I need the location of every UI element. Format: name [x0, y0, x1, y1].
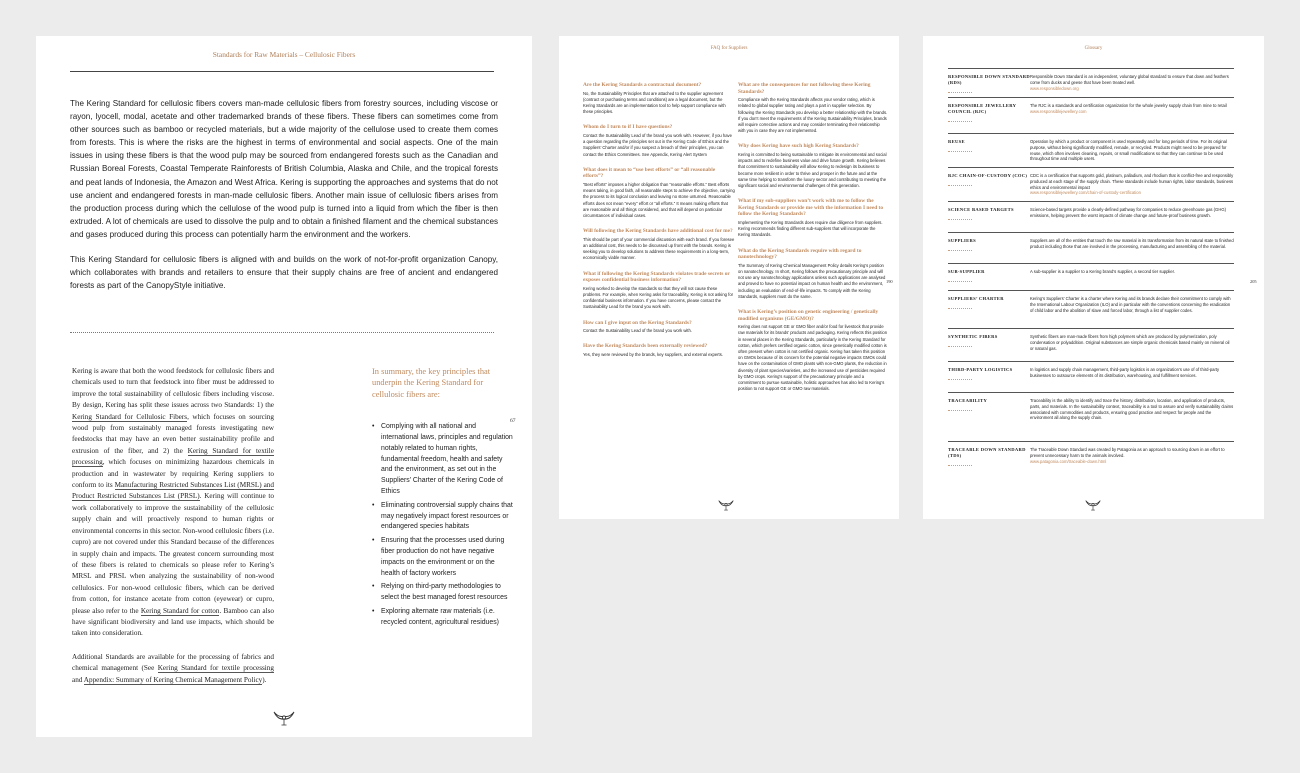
section-divider — [70, 332, 494, 333]
glossary-term — [948, 269, 1030, 290]
intro-paragraph: This Kering Standard for cellulosic fibers is aligned with and builds on the work of not-for-profit organization Canopy, which collaborates with brands and retailers to ensure that their supply chains are free of ancient and endangered forests as part of the CanopyStyle initiative. — [70, 255, 498, 291]
faq-answer: Contact the Sustainability Lead of the brand you work with. However, if you have a question regarding the principles set out in the Kering Code of Ethics and the Suppliers’ Charter and/or if you suspect a breach of their principles, you can contact the Ethics Committees. See Appendix, Kering Alert System — [583, 133, 732, 157]
pull-quote: In summary, the key principles that underpin the Kering Standard for cellulosic fibers are: — [372, 367, 491, 399]
glossary-term — [948, 139, 1030, 167]
link-standard-textile[interactable]: Kering Standard for textile processing — [72, 446, 274, 467]
list-item: • Ensuring that the processes used during fiber production do not have negative impacts on the environment or on the health of factory workers — [372, 536, 514, 579]
definition-text: The Traceable Down Standard was created by Patagonia as an approach to sourcing down in an effort to prevent unnecessary harm to the animals involved. — [1030, 447, 1225, 458]
body-column — [72, 366, 274, 698]
glossary-entry — [948, 133, 1234, 167]
glossary-link[interactable]: www.responsiblejewellery.com — [1030, 108, 1087, 114]
body-text: Kering is aware that both the wood feedstock for cellulosic fibers and chemicals used to turn that feedstock into fiber must be addressed to improve the total sustainability of cellulosic fibers including viscose. By design, Kering has split these issues across two Standards: 1) the — [72, 367, 274, 410]
faq-question: What is Kering’s position on genetic engineering / genetically modified organisms (GE/GMO)? — [738, 309, 879, 322]
list-item: • Eliminating controversial supply chains that may negatively impact forest resources or endangered species habitats — [372, 501, 514, 533]
term-label: RESPONSIBLE DOWN STANDARD (RDS) — [948, 74, 1030, 86]
body-text: . Bamboo can also have significant biodiversity and land use impacts, which should be taken into consideration. — [72, 606, 274, 638]
glossary-term — [948, 207, 1030, 232]
faq-question: How can I give input on the Kering Standards? — [583, 319, 692, 326]
faq-question: What does it mean to “use best efforts” or “all reasonable efforts”? — [583, 166, 716, 180]
term-label: TRACEABILITY — [948, 398, 988, 403]
body-paragraph — [72, 366, 274, 640]
glossary-term — [948, 334, 1030, 361]
glossary-entry — [948, 167, 1234, 201]
glossary-term — [948, 398, 1030, 441]
glossary-term — [948, 296, 1030, 328]
definition-text: In logistics and supply chain management, third-party logistics is an organization’s use of of third-party businesses to outsource elements of its distribution, warehousing, and fulfillment services. — [1030, 367, 1220, 378]
faq-answer: Kering is committed to being sustainable to mitigate its environmental and social impacts and to redefine business value and drive future growth. Kering believes that commitment to sustainability will allow Kering to redesign its business to become more resilient in order to thrive and prosper in the future and at the same time helping to transform the luxury sector and contributing to meeting the significant social and environmental challenges of this generation. — [738, 152, 887, 189]
faq-answer: The Summary of Kering Chemical Management Policy details Kering’s position on nanotechnology. In short, Kering follows the precautionary principle and will not use any nanotechnology applications unless such applications are analysed and proved to have no potential impact on human health and the environment, including an evaluation of end-of-life impacts. To comply with the Kering Standards, suppliers must do the same. — [738, 262, 886, 299]
glossary-definition — [1030, 296, 1234, 328]
faq-column-left — [583, 82, 735, 367]
glossary-term — [948, 103, 1030, 133]
link-standard-textile[interactable]: Kering Standard for textile processing — [157, 664, 274, 673]
faq-question: Whom do I turn to if I have questions? — [583, 124, 673, 131]
kering-owl-icon — [718, 499, 734, 511]
faq-answer: No, the Sustainability Principles that are attached to the supplier agreement (contract or purchasing terms and conditions) are a legal document, but the Kering Standards are an implementation tool to help support compliance with these principles. — [583, 90, 726, 115]
body-text: ). — [262, 675, 267, 684]
glossary-definition — [1030, 238, 1234, 263]
definition-text: Operation by which a product or component is used repeatedly and for long periods of time. For its original purpose, without being significantly modified, remade, or recycled. Products might need to be prepared for reuse, which often involves cleaning, repairs, or small modifications so that they can continue to be used throughout time and multiple users. — [1030, 139, 1227, 162]
term-label: RESPONSIBLE JEWELLERY COUNCIL (RJC) — [948, 103, 1017, 115]
glossary-entry — [948, 97, 1234, 133]
page-title: Glossary — [1084, 46, 1103, 51]
glossary-entry — [948, 441, 1234, 477]
term-label: SUPPLIERS — [948, 238, 976, 243]
term-label: REUSE — [948, 139, 965, 144]
glossary-term — [948, 367, 1030, 392]
page-title: Standards for Raw Materials – Cellulosic Fibers — [212, 50, 356, 59]
link-chemical-policy[interactable]: Appendix: Summary of Kering Chemical Management Policy — [83, 675, 263, 684]
definition-text: Suppliers are all of the entities that touch the raw material in its transformation from its natural state to finished product including those that are involved in the processing, manufacturing and assembling of the material. — [1030, 238, 1234, 249]
faq-question: Why does Kering have such high Kering Standards? — [738, 143, 859, 150]
glossary-entry — [948, 263, 1234, 290]
faq-question: Will following the Kering Standards have additional cost for me? — [583, 228, 733, 235]
definition-text: Responsible Down Standard is an independent, voluntary global standard to ensure that down and feathers come from ducks and geese that have been treated well. — [1030, 74, 1229, 85]
page-number: 190 — [886, 279, 893, 284]
glossary-entry — [948, 201, 1234, 232]
list-item: • Relying on third-party methodologies to select the best managed forest resources — [372, 582, 514, 604]
faq-question: What are the consequences for not following these Kering Standards? — [738, 82, 871, 95]
faq-answer: Contact the Sustainability Lead of the brand you work with. — [583, 328, 692, 334]
glossary-term — [948, 238, 1030, 263]
faq-answer: Implementing the Kering Standards does require due diligence from suppliers. Kering recommends finding different sub-suppliers that will incorporate the Kering Standards. — [738, 220, 883, 238]
page-standards-cellulosic — [36, 36, 532, 737]
term-label: SCIENCE BASED TARGETS — [948, 207, 1014, 212]
glossary-definition — [1030, 173, 1234, 201]
definition-text: Kering’s Suppliers’ Charter is a charter where Kering and its brands declare their commitment to comply with the International Labour Organization (ILO) and in particular with the conventions concerning the eradication of child labor and the abolition of slave and forced labor, through a list of supplier codes. — [1030, 296, 1231, 313]
page-title: FAQ for Suppliers — [710, 46, 748, 51]
intro-paragraph: The Kering Standard for cellulosic fibers covers man-made cellulosic fibers from forestry sources, including viscose or rayon, lyocell, modal, acetate and other trademarked brands of these fibers. These fibers can sometimes come from other sources such as bamboo or recycled materials, but a wide majority of the cellulose used to create them comes from forests. This is where the risks are the highest in terms of environmental and social aspects. One of the main issues in using these fibers is that the wood pulp may be sourced from endangered forests such as the Canadian and Russian Boreal Forests, Coastal Temperate Rainforests of British Columbia, Alaska and Chile, and the tropical forests and peat lands of Indonesia, the Amazon and West Africa. Kering is supporting the approaches and systems that do not use ancient and endangered forests in man-made cellulosic fibers. Another main issue of cellulosic fibers arises from the production process during which the cellulose of the wood pulp is turned into a liquid from which the fiber is then extruded. A lot of chemicals are used to dissolve the pulp and to obtain a finished filament and the chemical substances and gases produced during this process can potentially harm the environment and the workers. — [70, 99, 498, 239]
body-text: and — [72, 675, 84, 684]
kering-owl-icon — [273, 710, 295, 726]
key-principles — [372, 366, 514, 632]
faq-question: Have the Kering Standards been externally reviewed? — [583, 343, 708, 350]
page-number: 205 — [1250, 279, 1257, 284]
glossary-link[interactable]: www.responsibledown.org — [1030, 85, 1079, 91]
glossary-list — [948, 68, 1234, 477]
definition-text: CDC is a certification that supports gold, platinum, palladium, and rhodium that is conflict-free and responsibly produced at each stage of the supply chain. These standards include human rights, labor standards, business ethics and environmental impact — [1030, 173, 1234, 190]
faq-answer: Yes, they were reviewed by the brands, key suppliers, and external experts. — [583, 352, 723, 358]
page-glossary — [923, 36, 1264, 519]
body-text: , which focuses on minimizing hazardous chemicals in production and in wastewater by requiring Kering suppliers to conform to its — [72, 458, 274, 490]
term-label: RJC CHAIN-OF-CUSTODY (COC) — [948, 173, 1028, 178]
glossary-definition — [1030, 447, 1234, 477]
glossary-term — [948, 173, 1030, 201]
faq-question: Are the Kering Standards a contractual document? — [583, 82, 702, 88]
glossary-entry — [948, 232, 1234, 263]
definition-text: A sub-supplier is a supplier to a Kering brand’s supplier, a second tier supplier. — [1030, 269, 1175, 274]
term-label: TRACEABLE DOWN STANDARD (TDS) — [948, 447, 1026, 459]
term-label: SUB-SUPPLIER — [948, 269, 985, 274]
link-mrsl-prsl[interactable]: Manufacturing Restricted Substances List (MRSL) and Product Restricted Substances List (PRSL) — [72, 481, 274, 501]
term-label: SYNTHETIC FIBERS — [948, 334, 998, 339]
glossary-term — [948, 447, 1030, 477]
body-paragraph — [72, 652, 274, 686]
definition-text: Synthetic fibers are man-made fibers from high polymers which are produced by polymerization, poly condensation or polyaddition. Original substances are simple organic chemicals based mainly on mineral oil or natural gas. — [1030, 334, 1230, 351]
page-faq-suppliers — [559, 36, 899, 519]
definition-text: The RJC is a standards and certification organization for the whole jewelry supply chain from mine to retail — [1030, 103, 1227, 108]
list-item: • Complying with all national and international laws, principles and regulation notably related to human rights, fundamental freedom, health and safety and the environment, as set out in the Suppliers’ Charter of the Kering Code of Ethics — [372, 422, 514, 498]
glossary-entry — [948, 68, 1234, 97]
glossary-definition — [1030, 139, 1234, 167]
link-standard-cotton[interactable]: Kering Standard for cotton — [140, 606, 220, 615]
body-text: Additional Standards are available for the processing of fabrics and chemical management (See — [72, 652, 274, 673]
faq-answer: Kering worked to develop the standards so that they will not cause these problems. For example, when Kering asks for traceability, Kering is not asking for confidential business information. If you have concerns, please contact the Sustainability Lead for the brand you work with. — [583, 285, 734, 310]
glossary-definition — [1030, 74, 1234, 97]
faq-answer: This should be part of your commercial discussion with each brand. If you foresee an additional cost, this needs to be discussed up front with the brands. Kering is seeking you to develop solutions to address these requirements in a long-term, economically viable manner. — [583, 236, 735, 261]
term-label: THIRD-PARTY LOGISTICS — [948, 367, 1013, 372]
list-item: • Exploring alternate raw materials (i.e. recycled content, agricultural residues) — [372, 607, 514, 629]
term-label: SUPPLIERS’ CHARTER — [948, 296, 1004, 301]
glossary-definition — [1030, 334, 1234, 361]
title-divider — [70, 71, 494, 72]
glossary-definition — [1030, 103, 1234, 133]
glossary-link[interactable]: www.patagonia.com/traceable-down.html — [1030, 458, 1107, 464]
faq-answer: Compliance with the Kering Standards affects your vendor rating, which is related to global supplier rating and plays a part in supplier selection. By following the Kering Standards you develop a better relationship with the brands. If you don’t meet the requirements of the Kering Sustainability Principles, brands will require corrective actions and may consider terminating their relationship with you in case they are not implemented. — [738, 97, 888, 134]
link-standard-cellulosic[interactable]: Kering Standard for Cellulosic Fibers — [72, 412, 188, 421]
glossary-entry — [948, 392, 1234, 441]
glossary-definition — [1030, 367, 1234, 392]
glossary-entry — [948, 290, 1234, 328]
faq-answer: “Best efforts” imposes a higher obligation than “reasonable efforts.” Best efforts means taking, in good faith, all reasonable steps to achieve the objective, carrying the process to its logical conclusion and leaving no stone unturned. Reasonable efforts does not mean “every” effort or “all efforts.” It means making efforts that are reasonable and all things considered, and that will depend on particular circumstances of individual cases. — [583, 182, 735, 219]
faq-question: What if my sub-suppliers won’t work with me to follow the Kering Standards or provide me with the information I need to follow the Kering Standards? — [738, 198, 884, 218]
faq-question: What if following the Kering Standards violates trade secrets or exposes confidential business information? — [583, 270, 730, 284]
faq-answer: Kering does not support GE or GMO fiber and/or food for livestock that provide raw materials for its brands’ products and packaging. Kering reflects this position in several places in the Kering Standards, particularly in the Kering Standard for cotton, which prefers certified organic cotton, since genetically modified cotton is often present when cotton is not certified organic. Kering has taken this position on GMOs because of its concern for the potential negative impacts GMOs could have on the contamination of GMO plants with non-GMO plants, the reduction in diversity of plant species/varieties, and the increased use of pesticides required by GMO crops. Kering’s support of the precautionary principle and a commitment to pursue sustainable, holistic approaches has also led to Kering’s position to not support GE or GMO raw materials. — [738, 324, 888, 392]
body-text: , which focuses on sourcing wood pulp from sustainably managed forests investigating new feedstocks that may have an even better sustainability profile and extrusion of the fiber, and 2) the — [72, 412, 274, 455]
glossary-term — [948, 74, 1030, 97]
faq-column-right — [738, 82, 888, 401]
definition-text: Science-based targets provide a clearly-defined pathway for companies to reduce greenhouse gas (GHG) emissions, helping prevent the worst impacts of climate change and future-proof business growth. — [1030, 207, 1226, 218]
intro-text — [70, 97, 498, 304]
body-text: . Kering will continue to work collaboratively to improve the sustainability of the cellulosic supply chain and will proactively respond to human rights or environmental concerns in this sector. Non-wood cellulosic fibers (i.e. cupro) are not covered under this Standard because of the differences in supply chain and impacts. The greatest concern surrounding most of these fibers is related to chemicals so please refer to Kering’s MRSL and PRSL when analyzing the sustainability of non-wood cellulosics. For non-wood cellulosic fibers, which can be derived from cotton, for instance acetate from cotton (eyewear) or cupro, please also refer to the — [72, 492, 274, 615]
definition-text: Traceability is the ability to identify and trace the history, distribution, location, and application of products, parts, and materials. In the sustainability context, traceability is a tool to assure and verify sustainability claims associated with commodities and products, ensuring good practice and respect for people and the environment all along the supply chain. — [1030, 398, 1234, 421]
glossary-link[interactable]: www.responsiblejewellery.com/chain-of-custody-certification — [1030, 190, 1141, 196]
page-number: 67 — [510, 418, 516, 424]
glossary-definition — [1030, 398, 1234, 441]
glossary-definition — [1030, 269, 1234, 290]
glossary-entry — [948, 328, 1234, 361]
principles-list — [372, 422, 514, 628]
kering-owl-icon — [1085, 499, 1101, 511]
glossary-entry — [948, 361, 1234, 392]
faq-question: What do the Kering Standards require with regard to nanotechnology? — [738, 247, 862, 261]
glossary-definition — [1030, 207, 1234, 232]
